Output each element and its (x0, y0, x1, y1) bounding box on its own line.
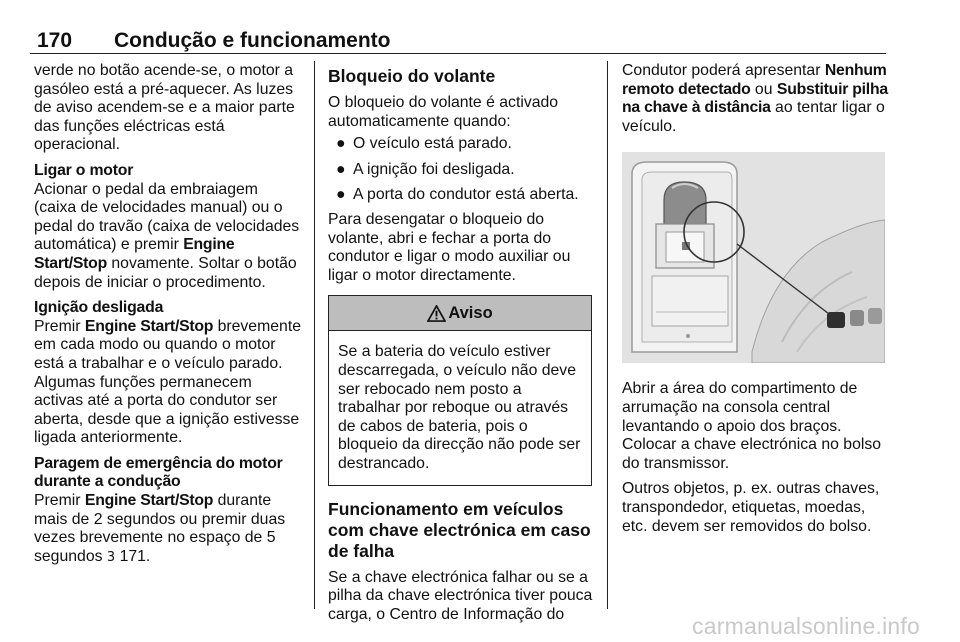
page-number: 170 (37, 29, 73, 52)
paragraph-bloqueio-intro: O bloqueio do volante é activado automaticamente quando: (328, 94, 559, 130)
list-item (328, 135, 594, 154)
section-heading-emergencia: Paragem de emergência do motor durante a condução (34, 454, 283, 491)
text-run: ao tentar ligar o veículo. (622, 99, 885, 135)
paragraph-outros-objetos: Outros objetos, p. ex. outras chaves, transpondedor, etiquetas, moedas, etc. devem ser removidos do bolso. (622, 480, 880, 535)
section-heading-ignicao: Ignição desligada (34, 299, 164, 317)
text-run: ou (750, 80, 777, 98)
button-name-engine-start-stop: Engine Start/Stop (84, 492, 214, 510)
page-reference-arrow-icon: 3 (106, 549, 116, 565)
list-item-text: A porta do condutor está aberta. (353, 186, 579, 204)
button-name-engine-start-stop: Engine Start/Stop (84, 317, 214, 335)
text-run: durante mais de 2 segundos ou premir duas vezes brevemente no espaço de 5 segundos (34, 492, 286, 565)
section-heading-ligar: Ligar o motor (34, 161, 134, 179)
column-3 (622, 62, 888, 536)
list-item (328, 161, 594, 180)
intro-paragraph: verde no botão acende-se, o motor a gasóleo está a pré-aquecer. As luzes de aviso acendem-se e a maior parte das funções eléctricas está operacional. (34, 62, 295, 154)
paragraph-chave-falha: Se a chave electrónica falhar ou se a pilha da chave electrónica tiver pouca carga, o Centro de Informação do (328, 568, 593, 623)
bullet-icon: ● (336, 160, 346, 178)
warning-box (328, 295, 592, 485)
page-reference-link[interactable]: 171. (115, 547, 151, 565)
warning-header (329, 296, 591, 331)
column-divider-right (607, 61, 608, 609)
watermark: carmanualsonline.info (692, 613, 920, 639)
text-run: Premir (34, 317, 85, 335)
text-run: Condutor poderá apresentar (622, 62, 825, 79)
message-nenhum-remoto: Nenhum remoto detectado (622, 62, 887, 98)
bullet-icon: ● (336, 186, 346, 204)
message-substituir-pilha: Substituir pilha na chave à distância (622, 80, 888, 117)
paragraph-ligar (34, 181, 302, 293)
section-heading-chave-electronica: Funcionamento em veículos com chave electrónica em caso de falha (328, 498, 591, 561)
column-2 (328, 62, 594, 624)
column-divider-left (314, 61, 315, 609)
paragraph-emergencia (34, 492, 302, 567)
paragraph-desengatar: Para desengatar o bloqueio do volante, abri e fechar a porta do condutor e ligar o modo auxiliar ou ligar o motor directamente. (328, 210, 571, 284)
page-title: Condução e funcionamento (114, 29, 391, 52)
button-name-engine-start-stop: Engine Start/Stop (34, 236, 235, 272)
console-illustration (622, 152, 885, 363)
text-run: novamente. Soltar o botão depois de iniciar o procedimento. (34, 254, 297, 291)
text-run: brevemente em cada modo ou quando o motor está a trabalhar e o veículo parado. Algumas funções permanecem activas até a porta do condutor ser aberta, desde que a ignição estivesse ligada anteriormente. (34, 317, 301, 447)
warning-body: Se a bateria do veículo estiver descarregada, o veículo não deve ser rebocado nem posto a trabalhar por reboque ou através de cabos de bateria, pois o bloqueio da direcção não pode ser destrancado. (338, 343, 581, 472)
warning-triangle-icon (427, 305, 446, 322)
list-item (328, 186, 594, 205)
text-run: Acionar o pedal da embraiagem (caixa de velocidades manual) ou o pedal do travão (caixa de velocidades automática) e premir (34, 180, 300, 254)
section-heading-bloqueio: Bloqueio do volante (328, 66, 496, 86)
list-item-text: A ignição foi desligada. (353, 160, 515, 178)
paragraph-mensagens (622, 62, 888, 136)
bullet-list (328, 135, 594, 205)
column-1 (34, 62, 302, 567)
warning-title: Aviso (448, 304, 493, 323)
figure-console-key-pocket (622, 152, 885, 363)
paragraph-abrir-compartimento: Abrir a área do compartimento de arrumação na consola central levantando o apoio dos braços. Colocar a chave electrónica no bolso do transmissor. (622, 380, 882, 472)
header-rule (30, 53, 886, 54)
list-item-text: O veículo está parado. (353, 135, 512, 153)
text-run: Premir (34, 492, 85, 510)
paragraph-ignicao (34, 318, 302, 448)
bullet-icon: ● (336, 135, 346, 153)
